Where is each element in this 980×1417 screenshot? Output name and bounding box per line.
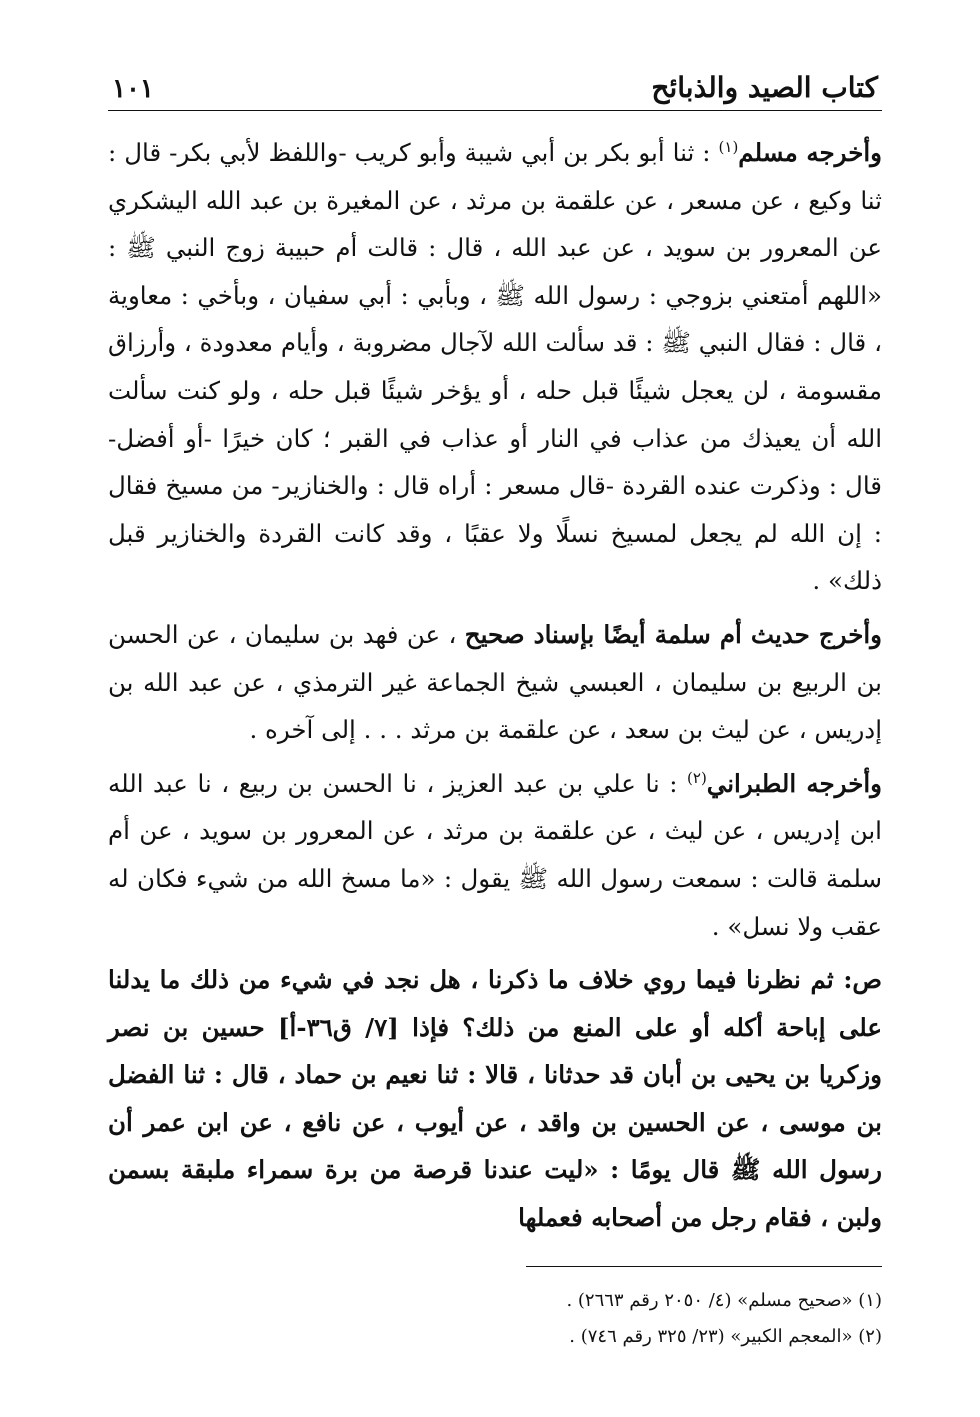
footnote-ref[interactable]: (١) bbox=[718, 137, 739, 156]
paragraph-lead: ص: bbox=[843, 965, 882, 995]
paragraph-text: : ثنا أبو بكر بن أبي شيبة وأبو كريب -واللفظ لأبي بكر- قال : ثنا وكيع ، عن مسعر ، عن علقمة بن مرثد ، عن المغيرة بن عبد الله اليشكري عن المعرور بن سويد ، عن عبد الله ، قال : قالت أم حبيبة زوج النبي ﷺ : «اللهم أمتعني بزوجي : رسول الله ﷺ ، وبأبي : أبي سفيان ، وبأخي : معاوية ، قال : فقال النبي ﷺ : قد سألت الله لآجال مضروبة ، وأيام معدودة ، وأرزاق مقسومة ، لن يعجل شيئًا قبل حله ، أو يؤخر شيئًا قبل حله ، ولو كنت سألت الله أن يعيذك من عذاب في النار أو عذاب في القبر ؛ كان خيرًا -أو أفضل- قال : وذكرت عنده القردة -قال مسعر : أراه قال : والخنازير- من مسيخ فقال : إن الله لم يجعل لمسيخ نسلًا ولا عقبًا ، وقد كانت القردة والخنازير قبل ذلك» . bbox=[108, 138, 882, 596]
paragraph-text: : نا علي بن عبد العزيز ، نا الحسن بن ربيع ، نا عبد الله ابن إدريس ، عن ليث ، عن علقمة بن مرثد ، عن المعرور بن سويد ، عن أم سلمة قالت : سمعت رسول الله ﷺ يقول : «ما مسخ الله من شيء فكان له عقب ولا نسل» . bbox=[108, 768, 882, 941]
paragraph bbox=[108, 760, 882, 950]
paragraph bbox=[108, 129, 882, 605]
paragraph bbox=[108, 956, 882, 1242]
footnote-ref[interactable]: (٢) bbox=[687, 768, 707, 787]
page-number: ١٠١ bbox=[112, 74, 154, 104]
main-text bbox=[108, 129, 882, 1242]
paragraph-lead: وأخرجه مسلم bbox=[738, 138, 882, 167]
footnote: (١) «صحيح مسلم» (٤/ ٢٠٥٠ رقم ٢٦٦٣) . bbox=[566, 1289, 882, 1311]
paragraph-lead: وأخرجه الطبراني bbox=[706, 768, 882, 798]
paragraph-text: ثم نظرنا فيما روي خلاف ما ذكرنا ، هل نجد في شيء من ذلك ما يدلنا على إباحة أكله أو على المنع من ذلك؟ فإذا [٧/ ق٣٦-أ] حسين بن نصر وزكريا بن يحيى بن أبان قد حدثانا ، قالا : ثنا نعيم بن حماد ، قال : ثنا الفضل بن موسى ، عن الحسين بن واقد ، عن أيوب ، عن نافع ، عن ابن عمر أن رسول الله ﷺ قال يومًا : «ليت عندنا قرصة من برة سمراء ملبقة بسمن ولبن ، فقام رجل من أصحابه فعملها bbox=[108, 965, 882, 1233]
paragraph-lead: وأخرج حديث أم سلمة أيضًا بإسناد صحيح bbox=[464, 619, 882, 649]
footnotes bbox=[108, 1283, 882, 1355]
paragraph bbox=[108, 611, 882, 754]
footnote: (٢) «المعجم الكبير» (٢٣/ ٣٢٥ رقم ٧٤٦) . bbox=[569, 1325, 882, 1347]
running-header bbox=[108, 62, 882, 111]
footnote-divider bbox=[526, 1266, 882, 1267]
paragraph-text: ، عن فهد بن سليمان ، عن الحسن بن الربيع بن سليمان ، العبسي شيخ الجماعة غير الترمذي ، عن عبد الله بن إدريس ، عن ليث بن سعد ، عن علقمة بن مرثد . . . إلى آخره . bbox=[108, 619, 882, 745]
chapter-title: كتاب الصيد والذبائح bbox=[651, 71, 878, 104]
